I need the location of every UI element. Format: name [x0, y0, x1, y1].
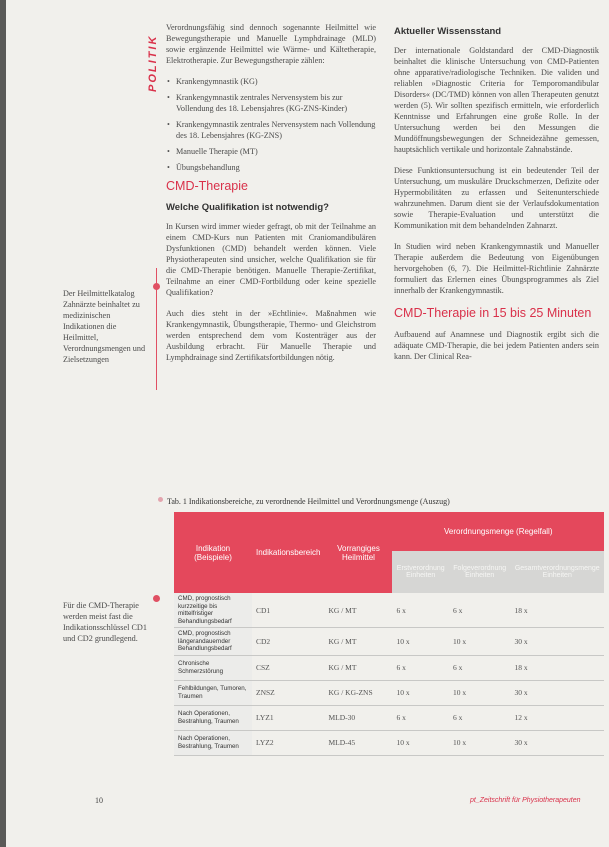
section-heading: CMD-Therapie: [166, 179, 248, 193]
cell-indication: Nach Operationen, Bestrahlung, Traumen: [174, 730, 252, 755]
section-heading: CMD-Therapie in 15 bis 25 Minuten: [394, 306, 592, 320]
cell-indication: CMD, prognostisch längerandauernder Behandlungsbedarf: [174, 628, 252, 656]
left-column: [166, 22, 376, 373]
cell-remedy: KG / MT: [324, 593, 392, 628]
table-header: Vorrangiges Heilmittel: [324, 512, 392, 593]
cell-remedy: MLD-30: [324, 705, 392, 730]
cell-value: 6 x: [449, 705, 511, 730]
cell-value: 10 x: [392, 628, 448, 656]
subheading: Welche Qualifikation ist notwendig?: [166, 202, 329, 213]
cell-value: 18 x: [511, 655, 604, 680]
paragraph: Der internationale Goldstandard der CMD-Diagnostik beinhaltet die klinische Untersuchung von CMD-Patienten ohne apparative/radiologische Techniken. Die validen und reliablen »Diagnostic Criteria for Temporomandibular Disorders« (DC/TMD) können von allen Therapeuten genutzt werden (5). Wir sollten spezifisch ermitteln, wie erforderlich Kenntnisse und Erfahrungen eine große Rolle. In der Untersuchung werden bei den Messungen die Mundöffnungsbewegungen der Schneidezähne gemessen, hauptsächlich vertikale und horizontale Zahnabstände.: [394, 46, 599, 154]
list-item: • Übungsbehandlung: [176, 162, 376, 173]
cell-code: CD2: [252, 628, 324, 656]
cell-remedy: KG / KG-ZNS: [324, 680, 392, 705]
cell-remedy: KG / MT: [324, 655, 392, 680]
cell-value: 10 x: [449, 680, 511, 705]
cell-value: 30 x: [511, 730, 604, 755]
sidenote-2: Für die CMD-Therapie werden meist fast die Indikationsschlüssel CD1 und CD2 grundlegend.: [63, 601, 147, 643]
paragraph: In Kursen wird immer wieder gefragt, ob mit der Teilnahme an einem CMD-Kurs nun Patienten mit Craniomandibulären Dysfunktionen (CMD) behandelt werden können. Viele Physiotherapeuten sind unsicher, welche Qualifikation sie für die CMD-Therapie benötigen. Manuelle Therapie-Zertifikat, Teilnahme an einer CMD-Fortbildung oder keine spezielle Qualifikation?: [166, 222, 376, 297]
table-caption: Tab. 1 Indikationsbereiche, zu verordnende Heilmittel und Verordnungsmenge (Auszug): [167, 497, 450, 506]
list-item: • Krankengymnastik zentrales Nervensystem nach Vollendung des 18. Lebensjahres (KG-ZNS): [176, 119, 376, 141]
cell-value: 10 x: [392, 730, 448, 755]
table-header: Verordnungsmenge (Regelfall): [392, 512, 604, 551]
cell-value: 6 x: [449, 593, 511, 628]
cell-code: ZNSZ: [252, 680, 324, 705]
table-row: [174, 593, 604, 628]
cell-remedy: MLD-45: [324, 730, 392, 755]
table-row: [174, 655, 604, 680]
table-header: Indikationsbereich: [252, 512, 324, 593]
cell-value: 6 x: [392, 705, 448, 730]
table-subheader: Folgeverordnung Einheiten: [449, 551, 511, 593]
cell-indication: Nach Operationen, Bestrahlung, Traumen: [174, 705, 252, 730]
cell-value: 10 x: [449, 628, 511, 656]
table-row: [174, 730, 604, 755]
cell-code: LYZ2: [252, 730, 324, 755]
table-row: [174, 705, 604, 730]
cell-value: 12 x: [511, 705, 604, 730]
cell-indication: CMD, prognostisch kurzzeitige bis mittelfristiger Behandlungsbedarf: [174, 593, 252, 628]
cell-remedy: KG / MT: [324, 628, 392, 656]
cell-code: CSZ: [252, 655, 324, 680]
cell-code: LYZ1: [252, 705, 324, 730]
sidenote-marker: [153, 595, 160, 602]
table-header: Indikation (Beispiele): [174, 512, 252, 593]
cell-value: 30 x: [511, 680, 604, 705]
paragraph: Aufbauend auf Anamnese und Diagnostik ergibt sich die adäquate CMD-Therapie, die bei jedem Patienten anders sein kann. Der Clinical Rea-: [394, 330, 599, 361]
cell-value: 10 x: [392, 680, 448, 705]
sidenote-marker: [153, 283, 160, 290]
section-heading: Aktueller Wissensstand: [394, 26, 502, 37]
page: POLITIK Der Heilmittelkatalog Zahnärzte beinhaltet zu medizinischen Indikationen die Heilmittel, Verordnungsmengen und Zielsetzungen Für die CMD-Therapie werden meist fast die Indikationsschlüssel CD1 und CD2 grundlegend. Verordnungsfähig sind dennoch sogenannte Heilmittel wie Bewegungstherapie und Manuelle Lymphdrainage (MLD) sowie ergänzende Heilmittel wie Wärme- und Kältetherapie, Elektrotherapie. Zur Bewegungstherapie zählen: • Krankengymnastik (KG) • Krankengymnastik zentrales Nervensystem bis zur Vollendung des 18. Lebensjahres (KG-ZNS-Kinder) • Krankengymnastik zentrales Nervensystem nach Vollendung des 18. Lebensjahres (KG-ZNS) • Manuelle Therapie (MT) • Übungsbehandlung CMD-Therapie Welche Qualifikation ist notwendig? In Kursen wird immer wieder gefragt, ob mit der Teilnahme an einem CMD-Kurs nun Patienten mit Craniomandibulären Dysfunktionen (CMD) behandelt werden können. Viele Physiotherapeuten sind unsicher, welche Qualifikation sie für die CMD-Therapie benötigen. Manuelle Therapie-Zertifikat, Teilnahme an einer CMD-Fortbildung oder keine spezielle Qualifikation? Auch dies steht in der »Echtlinie«. Maßnahmen wie Krankengymnastik, Übungstherapie, Thermo- und Gleichstrom werden entsprechend dem vom Kostenträger aus der Ausbildung erbracht. Für Manuelle Therapie und Lymphdrainage sind Zertifikatsfortbildungen nötig. Aktueller Wissensstand Der internationale Goldstandard der CMD-Diagnostik beinhaltet die klinische Untersuchung von CMD-Patienten ohne apparative/radiologische Techniken. Die validen und reliablen »Diagnostic Criteria for Temporomandibular Disorders« (DC/TMD) können von allen Therapeuten genutzt werden (5). Wir sollten spezifisch ermitteln, wie erforderlich Kenntnisse und Erfahrungen eine große Rolle. In der Untersuchung werden bei den Messungen die Mundöffnungsbewegungen der Schneidezähne gemessen, hauptsächlich vertikale und horizontale Zahnabstände. Diese Funktionsuntersuchung ist ein bedeutender Teil der Untersuchung, um muskuläre Druckschmerzen, Defizite oder Hypermobilitäten zu erfassen und Seitenunterschiede wahrzunehmen. Darum dient sie der Verlaufsdokumentation sowie Therapie-Evaluation und unterstützt die Kommunikation mit dem behandelnden Zahnarzt. In Studien wird neben Krankengymnastik und Manueller Therapie außerdem die Bedeutung von Eigenübungen hervorgehoben (6, 7). Die Heilmittel-Richtlinie Zahnärzte formuliert das Erlernen eines Übungsprogrammes als Ziel innerhalb der Krankengymnastik. CMD-Therapie in 15 bis 25 Minuten Aufbauend auf Anamnese und Diagnostik ergibt sich die adäquate CMD-Therapie, die bei jedem Patienten anders sein kann. Der Clinical Rea- Tab. 1 Indikationsbereiche, zu verordnende Heilmittel und Verordnungsmenge (Auszug) Indikation (Beispiele) Indikationsbereich Vorrangiges Heilmittel Verordnungsmenge (Regelfall) Erstverordnung Einheiten Folgeverordnung Einheiten Gesamtverordnungsmenge Einheiten CMD, prognostisch kurzzeitige bis mittelfristiger Behandlungsbedarf CD1 KG / MT 6 x 6 x 18 x CMD, prognostisch längerandauernder Behandlungsbedarf CD2 KG / MT 10 x 10 x 30 x Chronische Schmerzstörung CSZ KG / MT 6 x 6 x 18 x Fehlbildungen, Tumoren, Traumen ZNSZ KG / KG-ZNS 10 x 10 x 30 x Nach Operationen, Bestrahlung, Traumen LYZ1 MLD-30 6 x 6 x 12 x Nach Operationen, Bestrahlung, Traumen LYZ2 MLD-45 10 x 10 x 30 x 10 pt_Zeitschrift für Physiotherapeuten: [6, 0, 609, 847]
table-marker: [158, 497, 163, 502]
cell-value: 6 x: [392, 655, 448, 680]
table-subheader: Gesamtverordnungsmenge Einheiten: [511, 551, 604, 593]
indication-table: [174, 512, 604, 756]
cell-value: 6 x: [449, 655, 511, 680]
cell-indication: Fehlbildungen, Tumoren, Traumen: [174, 680, 252, 705]
table-row: [174, 680, 604, 705]
paragraph: In Studien wird neben Krankengymnastik und Manueller Therapie außerdem die Bedeutung von Eigenübungen hervorgehoben (6, 7). Die Heilmittel-Richtlinie Zahnärzte formuliert das Erlernen eines Übungsprogrammes als Ziel innerhalb der Krankengymnastik.: [394, 242, 599, 295]
footer-text: pt_Zeitschrift für Physiotherapeuten: [470, 797, 581, 804]
therapy-list: [166, 76, 376, 173]
list-item: • Krankengymnastik zentrales Nervensystem bis zur Vollendung des 18. Lebensjahres (KG-ZNS-Kinder): [176, 92, 376, 114]
cell-value: 10 x: [449, 730, 511, 755]
page-number: 10: [95, 796, 103, 805]
sidenote-1: Der Heilmittelkatalog Zahnärzte beinhaltet zu medizinischen Indikationen die Heilmittel, Verordnungsmengen und Zielsetzungen: [63, 289, 146, 364]
cell-value: 18 x: [511, 593, 604, 628]
cell-indication: Chronische Schmerzstörung: [174, 655, 252, 680]
cell-value: 30 x: [511, 628, 604, 656]
table-row: [174, 628, 604, 656]
cell-value: 6 x: [392, 593, 448, 628]
intro-paragraph: Verordnungsfähig sind dennoch sogenannte Heilmittel wie Bewegungstherapie und Manuelle Lymphdrainage (MLD) sowie ergänzende Heilmittel wie Wärme- und Kältetherapie, Elektrotherapie. Zur Bewegungstherapie zählen:: [166, 23, 376, 65]
cell-code: CD1: [252, 593, 324, 628]
list-item: • Manuelle Therapie (MT): [176, 146, 376, 157]
right-column: [394, 22, 599, 372]
paragraph: Auch dies steht in der »Echtlinie«. Maßnahmen wie Krankengymnastik, Übungstherapie, Thermo- und Gleichstrom werden entsprechend dem vom Kostenträger aus der Ausbildung erbracht. Für Manuelle Therapie und Lymphdrainage sind Zertifikatsfortbildungen nötig.: [166, 309, 376, 362]
list-item: • Krankengymnastik (KG): [176, 76, 376, 87]
table-subheader: Erstverordnung Einheiten: [392, 551, 448, 593]
paragraph: Diese Funktionsuntersuchung ist ein bedeutender Teil der Untersuchung, um muskuläre Druckschmerzen, Defizite oder Hypermobilitäten zu erfassen und Seitenunterschiede wahrzunehmen. Darum dient sie der Verlaufsdokumentation sowie Therapie-Evaluation und unterstützt die Kommunikation mit dem behandelnden Zahnarzt.: [394, 166, 599, 230]
